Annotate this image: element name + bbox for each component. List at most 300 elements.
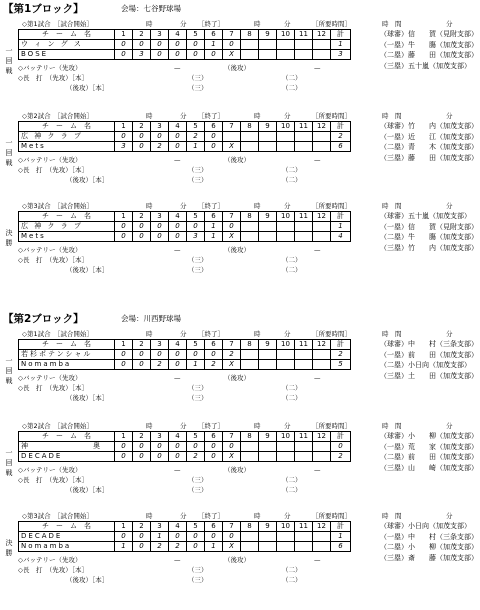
inning-score: X — [223, 142, 241, 152]
team-row — [19, 360, 351, 370]
team-name: 若杉ポテンシャル — [19, 350, 115, 360]
team-total: 0 — [331, 442, 351, 452]
inning-number: 3 — [151, 340, 169, 350]
inning-number: 9 — [259, 122, 277, 132]
inning-score: 0 — [115, 232, 133, 242]
inning-number: 7 — [223, 432, 241, 442]
inning-score — [313, 50, 331, 60]
inning-score — [241, 232, 259, 242]
end-label: ［終了］ — [198, 512, 224, 520]
inning-score — [241, 542, 259, 552]
inning-number: 4 — [169, 122, 187, 132]
ump-min-label: 分 — [446, 202, 453, 210]
inning-score: 1 — [151, 532, 169, 542]
team-name: DECADE — [19, 532, 115, 542]
mark-three: （三） — [188, 566, 208, 574]
team-name: ウ ィ ン グ ス — [19, 40, 115, 50]
inning-score — [223, 132, 241, 142]
inning-score — [313, 350, 331, 360]
total-header: 計 — [331, 432, 351, 442]
inning-score — [259, 50, 277, 60]
umpire-entry: （球審）信 賀（見附支部） — [380, 30, 478, 38]
hour-label: 時 — [254, 330, 261, 338]
inning-score: X — [223, 452, 241, 462]
inning-score: 0 — [115, 452, 133, 462]
homerun-first: ◇長 打 （先攻）［本］ — [18, 476, 88, 484]
team-row — [19, 40, 351, 50]
inning-number: 6 — [205, 522, 223, 532]
total-header: 計 — [331, 30, 351, 40]
inning-score — [241, 142, 259, 152]
dash: — — [174, 374, 181, 382]
inning-score: 0 — [133, 442, 151, 452]
inning-number: 9 — [259, 30, 277, 40]
hour-label: 時 — [254, 112, 261, 120]
umpire-entry: （球審）小 柳（加茂支部） — [380, 432, 478, 440]
team-total: 3 — [331, 50, 351, 60]
umpire-entry: （二塁）小 柳（加茂支部） — [380, 543, 478, 551]
inning-number: 8 — [241, 122, 259, 132]
team-name-header: チ ー ム 名 — [19, 340, 115, 350]
inning-number: 1 — [115, 432, 133, 442]
inning-number: 1 — [115, 30, 133, 40]
inning-number: 2 — [133, 432, 151, 442]
inning-score: 0 — [205, 142, 223, 152]
inning-score — [259, 40, 277, 50]
inning-score: 0 — [169, 232, 187, 242]
inning-score: 0 — [115, 350, 133, 360]
inning-number: 2 — [133, 340, 151, 350]
minute-label: 分 — [180, 112, 187, 120]
round-label: 一 回 戦 — [5, 357, 13, 385]
team-total: 2 — [331, 132, 351, 142]
team-row — [19, 452, 351, 462]
inning-score: X — [223, 360, 241, 370]
battery-first: ◇バッテリー（先攻） — [18, 246, 82, 254]
inning-score — [277, 452, 295, 462]
game-3 — [0, 202, 480, 302]
inning-score: 0 — [187, 40, 205, 50]
minute-label: 分 — [284, 20, 291, 28]
dash: — — [314, 246, 321, 254]
inning-score: 0 — [151, 232, 169, 242]
inning-score: 1 — [205, 232, 223, 242]
inning-score: 0 — [115, 360, 133, 370]
team-name-header: チ ー ム 名 — [19, 432, 115, 442]
game-start-label: ◇第1試合 ［試合開始］ — [22, 330, 93, 338]
umpire-list — [380, 521, 478, 563]
hour-label: 時 — [146, 512, 153, 520]
dash: — — [174, 156, 181, 164]
inning-score — [313, 442, 331, 452]
end-label: ［終了］ — [198, 202, 224, 210]
team-name: 神 奥 — [19, 442, 115, 452]
umpire-entry: （三塁）五十嵐（加茂支部） — [380, 61, 471, 70]
score-table — [18, 339, 351, 370]
team-total: 4 — [331, 232, 351, 242]
hour-label: 時 — [146, 202, 153, 210]
inning-score: 0 — [187, 50, 205, 60]
inning-number: 7 — [223, 522, 241, 532]
inning-score — [241, 452, 259, 462]
mark-two: （二） — [282, 166, 302, 174]
battery-second: （後攻） — [224, 556, 250, 564]
umpire-entry: （三塁）竹 内（加茂支部） — [380, 243, 478, 252]
inning-number: 11 — [295, 432, 313, 442]
inning-score: 0 — [205, 50, 223, 60]
battery-second: （後攻） — [224, 156, 250, 164]
game-3 — [0, 512, 480, 610]
ump-min-label: 分 — [446, 20, 453, 28]
team-total: 1 — [331, 532, 351, 542]
umpire-entry: （三塁）藤 田（加茂支部） — [380, 153, 478, 162]
elapsed-label: ［所要時間］ — [312, 112, 351, 120]
battery-second: （後攻） — [224, 466, 250, 474]
mark-three: （三） — [188, 166, 208, 174]
inning-score: 0 — [205, 350, 223, 360]
inning-score: 0 — [205, 442, 223, 452]
inning-score: 0 — [151, 222, 169, 232]
block-title-text: 【第1ブロック】 — [3, 3, 84, 15]
venue-label: 会場：川西野球場 — [121, 314, 181, 323]
block-title — [3, 2, 473, 16]
inning-score: 0 — [169, 350, 187, 360]
inning-number: 10 — [277, 432, 295, 442]
inning-score: 0 — [133, 542, 151, 552]
inning-score: 0 — [169, 40, 187, 50]
inning-number: 6 — [205, 212, 223, 222]
homerun-first: ◇長 打 （先攻）［本］ — [18, 384, 88, 392]
inning-number: 11 — [295, 212, 313, 222]
inning-number: 5 — [187, 122, 205, 132]
inning-score — [313, 232, 331, 242]
umpire-entry: （一塁）中 村（三条支部） — [380, 532, 478, 541]
inning-score: 0 — [115, 222, 133, 232]
inning-score — [259, 452, 277, 462]
inning-number: 12 — [313, 212, 331, 222]
mark-two: （二） — [282, 176, 302, 184]
inning-number: 4 — [169, 30, 187, 40]
inning-number: 12 — [313, 432, 331, 442]
mark-three: （三） — [188, 84, 208, 92]
umpire-entry: （三塁）斎 藤（加茂支部） — [380, 553, 478, 562]
team-name: DECADE — [19, 452, 115, 462]
inning-score — [259, 542, 277, 552]
inning-score — [259, 442, 277, 452]
battery-first: ◇バッテリー（先攻） — [18, 466, 82, 474]
inning-score: 0 — [133, 40, 151, 50]
homerun-first: ◇長 打 （先攻）［本］ — [18, 166, 88, 174]
homerun-second: （後攻）［本］ — [66, 576, 109, 584]
minute-label: 分 — [180, 202, 187, 210]
game-1 — [0, 20, 480, 120]
ump-time-label: 時 間 — [382, 112, 402, 120]
inning-score — [295, 532, 313, 542]
inning-score — [295, 132, 313, 142]
inning-score: 0 — [133, 142, 151, 152]
round-label: 決 勝 — [5, 229, 13, 247]
inning-number: 3 — [151, 522, 169, 532]
inning-score: 0 — [115, 442, 133, 452]
inning-number: 1 — [115, 340, 133, 350]
inning-score — [295, 232, 313, 242]
team-total: 6 — [331, 542, 351, 552]
inning-number: 11 — [295, 30, 313, 40]
homerun-second: （後攻）［本］ — [66, 394, 109, 402]
inning-number: 6 — [205, 30, 223, 40]
team-name: 広 神 ク ラ ブ — [19, 222, 115, 232]
inning-score: 0 — [169, 532, 187, 542]
inning-score: 0 — [187, 442, 205, 452]
homerun-second: （後攻）［本］ — [66, 84, 109, 92]
end-label: ［終了］ — [198, 330, 224, 338]
inning-score: 1 — [187, 360, 205, 370]
inning-score: 1 — [205, 40, 223, 50]
inning-score: 0 — [169, 452, 187, 462]
inning-score: X — [223, 542, 241, 552]
inning-number: 3 — [151, 212, 169, 222]
inning-score — [241, 50, 259, 60]
inning-score: 0 — [151, 452, 169, 462]
mark-two: （二） — [282, 476, 302, 484]
team-name: Mets — [19, 142, 115, 152]
umpire-entry: （球審）五十嵐（加茂支部） — [380, 212, 471, 220]
mark-three: （三） — [188, 266, 208, 274]
inning-score — [259, 222, 277, 232]
team-row — [19, 542, 351, 552]
inning-number: 10 — [277, 212, 295, 222]
elapsed-label: ［所要時間］ — [312, 20, 351, 28]
mark-three: （三） — [188, 394, 208, 402]
inning-score: 2 — [169, 542, 187, 552]
venue-label: 会場：七谷野球場 — [121, 4, 181, 13]
mark-two: （二） — [282, 566, 302, 574]
team-name: Mets — [19, 232, 115, 242]
inning-number: 2 — [133, 30, 151, 40]
dash: — — [174, 246, 181, 254]
inning-number: 12 — [313, 30, 331, 40]
homerun-first: ◇長 打 （先攻）［本］ — [18, 566, 88, 574]
inning-score — [313, 40, 331, 50]
umpire-list — [380, 29, 478, 71]
inning-number: 7 — [223, 340, 241, 350]
block-title — [3, 312, 473, 326]
inning-number: 7 — [223, 122, 241, 132]
total-header: 計 — [331, 340, 351, 350]
ump-time-label: 時 間 — [382, 422, 402, 430]
minute-label: 分 — [180, 422, 187, 430]
inning-score — [277, 532, 295, 542]
mark-three: （三） — [188, 176, 208, 184]
umpire-entry: （一塁）荒 家（加茂支部） — [380, 442, 478, 451]
mark-two: （二） — [282, 266, 302, 274]
umpire-entry: （一塁）前 田（加茂支部） — [380, 350, 478, 359]
homerun-second: （後攻）［本］ — [66, 176, 109, 184]
game-start-label: ◇第3試合 ［試合開始］ — [22, 512, 93, 520]
minute-label: 分 — [284, 512, 291, 520]
team-row — [19, 142, 351, 152]
inning-number: 8 — [241, 30, 259, 40]
game-start-label: ◇第3試合 ［試合開始］ — [22, 202, 93, 210]
elapsed-label: ［所要時間］ — [312, 330, 351, 338]
inning-score — [277, 50, 295, 60]
inning-score: 0 — [133, 532, 151, 542]
team-name-header: チ ー ム 名 — [19, 522, 115, 532]
umpire-entry: （球審）竹 内（加茂支部） — [380, 122, 478, 130]
inning-score: 1 — [187, 142, 205, 152]
inning-number: 9 — [259, 340, 277, 350]
team-row — [19, 532, 351, 542]
inning-score — [277, 350, 295, 360]
inning-number: 3 — [151, 30, 169, 40]
team-total: 1 — [331, 40, 351, 50]
battery-first: ◇バッテリー（先攻） — [18, 64, 82, 72]
inning-number: 2 — [133, 212, 151, 222]
inning-score: 0 — [205, 132, 223, 142]
inning-score: 0 — [151, 40, 169, 50]
game-start-label: ◇第2試合 ［試合開始］ — [22, 422, 93, 430]
team-name-header: チ ー ム 名 — [19, 30, 115, 40]
inning-score — [277, 232, 295, 242]
inning-score: 0 — [133, 222, 151, 232]
mark-two: （二） — [282, 486, 302, 494]
inning-score: 0 — [133, 350, 151, 360]
battery-second: （後攻） — [224, 64, 250, 72]
inning-score: 0 — [151, 442, 169, 452]
inning-number: 9 — [259, 212, 277, 222]
team-total: 6 — [331, 142, 351, 152]
ump-time-label: 時 間 — [382, 202, 402, 210]
inning-number: 5 — [187, 522, 205, 532]
inning-score — [295, 40, 313, 50]
inning-score — [313, 542, 331, 552]
elapsed-label: ［所要時間］ — [312, 202, 351, 210]
inning-score — [295, 50, 313, 60]
inning-score: 2 — [223, 350, 241, 360]
umpire-entry: （二塁）牛 膓（加茂支部） — [380, 233, 478, 241]
mark-three: （三） — [188, 256, 208, 264]
inning-score — [313, 142, 331, 152]
total-header: 計 — [331, 122, 351, 132]
umpire-list — [380, 431, 478, 473]
homerun-first: ◇長 打 （先攻）［本］ — [18, 256, 88, 264]
inning-score — [241, 132, 259, 142]
inning-score — [277, 542, 295, 552]
minute-label: 分 — [180, 20, 187, 28]
inning-score: 1 — [205, 222, 223, 232]
umpire-entry: （一塁）信 賀（見附支部） — [380, 222, 478, 231]
dash: — — [314, 556, 321, 564]
inning-score: 0 — [205, 532, 223, 542]
inning-score: 2 — [151, 142, 169, 152]
inning-score — [259, 142, 277, 152]
inning-score: 3 — [187, 232, 205, 242]
hour-label: 時 — [146, 330, 153, 338]
inning-score — [241, 442, 259, 452]
inning-score: 0 — [115, 40, 133, 50]
end-label: ［終了］ — [198, 422, 224, 430]
inning-number: 1 — [115, 122, 133, 132]
inning-score: 0 — [223, 40, 241, 50]
dash: — — [174, 556, 181, 564]
inning-score: 0 — [169, 442, 187, 452]
minute-label: 分 — [180, 330, 187, 338]
score-table — [18, 121, 351, 152]
minute-label: 分 — [180, 512, 187, 520]
umpire-entry: （一塁）牛 膓（加茂支部） — [380, 40, 478, 49]
inning-number: 9 — [259, 432, 277, 442]
inning-number: 11 — [295, 522, 313, 532]
mark-two: （二） — [282, 256, 302, 264]
inning-score: 2 — [205, 360, 223, 370]
inning-number: 9 — [259, 522, 277, 532]
team-name: Nomamba — [19, 542, 115, 552]
score-table — [18, 521, 351, 552]
minute-label: 分 — [284, 330, 291, 338]
ump-min-label: 分 — [446, 422, 453, 430]
dash: — — [174, 64, 181, 72]
umpire-entry: （球審）中 村（三条支部） — [380, 340, 478, 348]
round-label: 一 回 戦 — [5, 449, 13, 477]
inning-number: 12 — [313, 522, 331, 532]
inning-score: 0 — [133, 360, 151, 370]
inning-number: 10 — [277, 340, 295, 350]
inning-score: 0 — [115, 132, 133, 142]
inning-score — [277, 142, 295, 152]
inning-number: 2 — [133, 522, 151, 532]
inning-score — [277, 40, 295, 50]
inning-score — [241, 532, 259, 542]
team-name-header: チ ー ム 名 — [19, 122, 115, 132]
ump-time-label: 時 間 — [382, 20, 402, 28]
inning-score: 0 — [133, 452, 151, 462]
mark-two: （二） — [282, 394, 302, 402]
team-name: Nomamba — [19, 360, 115, 370]
inning-number: 7 — [223, 212, 241, 222]
round-label: 決 勝 — [5, 539, 13, 557]
score-table — [18, 211, 351, 242]
inning-number: 4 — [169, 212, 187, 222]
inning-number: 12 — [313, 122, 331, 132]
game-2 — [0, 112, 480, 212]
hour-label: 時 — [254, 512, 261, 520]
mark-three: （三） — [188, 476, 208, 484]
inning-score: 0 — [169, 222, 187, 232]
mark-two: （二） — [282, 576, 302, 584]
inning-score — [259, 532, 277, 542]
inning-score — [259, 350, 277, 360]
inning-number: 8 — [241, 522, 259, 532]
inning-score — [241, 350, 259, 360]
inning-score — [241, 40, 259, 50]
umpire-entry: （二塁）藤 田（加茂支部） — [380, 51, 478, 59]
inning-score — [277, 132, 295, 142]
inning-number: 5 — [187, 212, 205, 222]
mark-three: （三） — [188, 384, 208, 392]
game-1 — [0, 330, 480, 430]
inning-score — [295, 350, 313, 360]
homerun-first: ◇長 打 （先攻）［本］ — [18, 74, 88, 82]
dash: — — [314, 156, 321, 164]
inning-score — [313, 222, 331, 232]
inning-number: 2 — [133, 122, 151, 132]
inning-number: 10 — [277, 522, 295, 532]
hour-label: 時 — [146, 422, 153, 430]
minute-label: 分 — [284, 202, 291, 210]
team-row — [19, 232, 351, 242]
inning-score: 0 — [223, 222, 241, 232]
inning-score: 0 — [223, 532, 241, 542]
